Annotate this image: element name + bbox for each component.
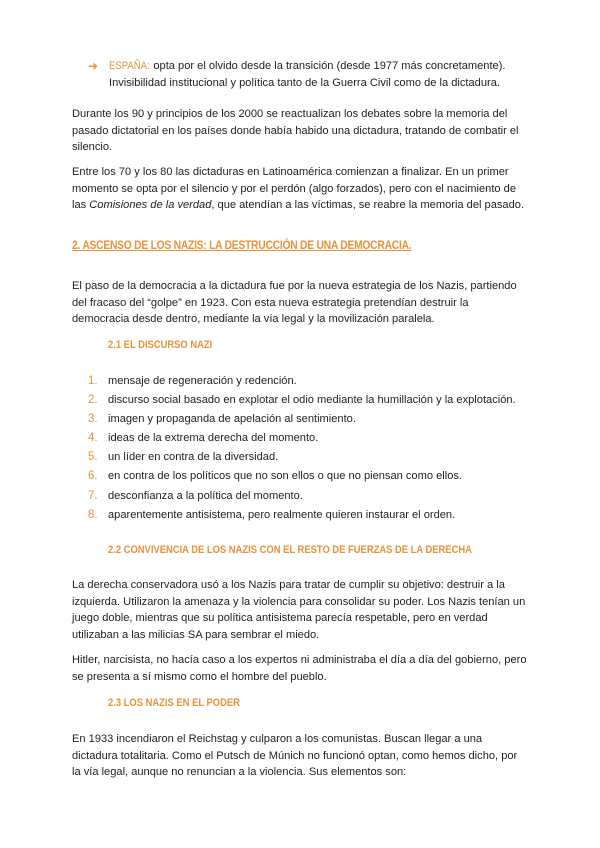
list-number: 4. bbox=[88, 432, 98, 445]
list-item-text: discurso social basado en explotar el odio mediante la humillación y la explotación. bbox=[108, 394, 516, 407]
section-2-3-paragraph-1: En 1933 incendiaron el Reichstag y culparon a los comunistas. Buscan llegar a una dictadura totalitaria. Como el Putsch de Múnich no funcionó optan, como hemos dicho, por la vía legal, aunque no renuncian a la violencia. Sus elementos son: bbox=[72, 733, 518, 778]
spain-text-2: Invisibilidad institucional y política tanto de la Guerra Civil como de la dictadura. bbox=[109, 76, 500, 89]
paragraph-memory-debates: Durante los 90 y principios de los 2000 se reactualizan los debates sobre la memoria del pasado dictatorial en los países donde había habido una dictadura, tratando de combatir el silencio. bbox=[72, 108, 519, 153]
list-item bbox=[88, 488, 528, 507]
list-number: 6. bbox=[88, 470, 98, 483]
nazi-discourse-list bbox=[88, 373, 528, 526]
spain-bullet-text bbox=[109, 58, 529, 91]
list-item-text: mensaje de regeneración y redención. bbox=[108, 375, 297, 387]
list-item bbox=[88, 392, 528, 411]
list-number: 5. bbox=[88, 451, 98, 464]
paragraph-latin-america bbox=[72, 164, 528, 214]
section-2-3-heading: 2.3 LOS NAZIS EN EL PODER bbox=[108, 697, 240, 709]
list-item bbox=[88, 373, 528, 392]
spain-text: opta por el olvido desde la transición (desde 1977 más concretamente). bbox=[150, 60, 506, 72]
paragraph-latin-america-b: , que atendían a las víctimas, se reabre la memoria del pasado. bbox=[211, 199, 525, 211]
list-item-text: aparentemente antisistema, pero realmente quieren instaurar el orden. bbox=[108, 508, 456, 521]
list-number: 3. bbox=[88, 413, 98, 426]
section-2-heading: 2. ASCENSO DE LOS NAZIS: LA DESTRUCCIÓN DE UNA DEMOCRACIA. bbox=[72, 238, 412, 252]
list-number: 1. bbox=[88, 375, 98, 387]
list-item bbox=[88, 449, 528, 468]
truth-commissions-emphasis: Comisiones de la verdad bbox=[89, 199, 212, 211]
section-2-2-paragraph-1: La derecha conservadora usó a los Nazis para tratar de cumplir su objetivo: destruir a la izquierda. Utilizaron la amenaza y la violencia para consolidar su poder. Los Nazis tenían un juego doble, mientras que su política antisistema parecía respetable, pero en verdad utilizaban a las milicias SA para sembrar el miedo. bbox=[72, 579, 526, 641]
list-item-text: en contra de los políticos que no son ellos o que no piensan como ellos. bbox=[108, 470, 462, 483]
section-2-2-paragraph-2: Hitler, narcisista, no hacía caso a los expertos ni administraba el día a día del gobierno, pero se presenta a sí mismo como el hombre del pueblo. bbox=[72, 654, 527, 683]
list-item bbox=[88, 468, 528, 487]
arrow-right-icon: ➜ bbox=[88, 59, 99, 73]
section-2-body: El paso de la democracia a la dictadura fue por la nueva estrategia de los Nazis, partiendo del fracaso del “golpe” en 1923. Con esta nueva estrategia pretendían destruir la democracia desde dentro, mediante la vía legal y la movilización paralela. bbox=[72, 280, 517, 325]
list-number: 7. bbox=[88, 489, 98, 502]
list-item-text: ideas de la extrema derecha del momento. bbox=[108, 432, 319, 445]
list-item-text: un líder en contra de la diversidad. bbox=[108, 451, 279, 464]
list-number: 2. bbox=[88, 394, 98, 407]
paragraph-latin-america-a: Entre los 70 y los 80 las dictaduras en Latinoamérica comienzan a finalizar. En un primer momento se opta por el silencio y por el perdón (algo forzados), pero con el nacimiento de las bbox=[72, 166, 516, 211]
list-item bbox=[88, 411, 528, 430]
list-item bbox=[88, 430, 528, 449]
spain-label: ESPAÑA: bbox=[109, 60, 150, 72]
list-item bbox=[88, 507, 528, 526]
list-item-text: desconfianza a la política del momento. bbox=[108, 489, 303, 502]
list-item-text: imagen y propaganda de apelación al sentimiento. bbox=[108, 413, 356, 426]
section-2-2-heading: 2.2 CONVIVENCIA DE LOS NAZIS CON EL RESTO DE FUERZAS DE LA DERECHA bbox=[108, 544, 472, 556]
list-number: 8. bbox=[88, 508, 98, 521]
section-2-1-heading: 2.1 EL DISCURSO NAZI bbox=[108, 339, 213, 351]
